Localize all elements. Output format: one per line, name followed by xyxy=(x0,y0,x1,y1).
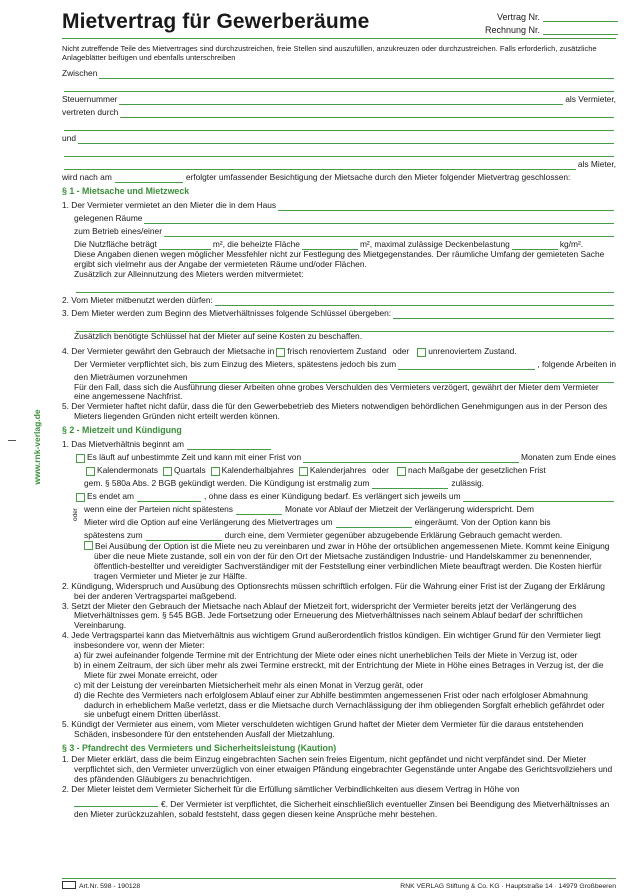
s1-p1-body: Diese Angaben dienen wegen möglicher Messfehler nicht zur Festlegung des Mietgegenstandes. Der räumliche Umfang der gemieteten Sache ergibt sich vielmehr aus der Angabe der vermieteten Räume und/oder Flächen. xyxy=(74,248,605,269)
schluessel-field[interactable] xyxy=(393,309,614,319)
s2-ausueb: Bei Ausübung der Option ist die Miete neu zu vereinbaren und zwar in Höhe der ortsüblichen angemessenen Miete. Kommt keine Einigung über die neue Miete zustande, soll ein von der für den Ort der Mietsache zuständigen Industrie- und Handelskammer zu benennender, öffentlich-bestellter und vereidigter Sachverständiger mit der Feststellung einer verbindlichen Miete beauftragt werden. Die Kosten hierfür tragen Vermieter und Mieter je zur Hälfte. xyxy=(94,541,610,581)
s1-p4-c: , folgende Arbeiten in xyxy=(537,358,616,369)
zwischen-row xyxy=(62,66,616,79)
s1-p3-row xyxy=(62,306,616,319)
s2-p1-row xyxy=(62,437,616,450)
nutz-b: m², die beheizte Fläche xyxy=(212,239,300,249)
checkbox-option-miete[interactable] xyxy=(84,541,93,550)
ende-date-field[interactable] xyxy=(137,493,201,502)
s1-p2-row xyxy=(62,293,616,306)
verlaengerung-field[interactable] xyxy=(463,492,614,502)
s2-gem-row xyxy=(62,476,616,489)
s2-p4b: b) in einem Zeitraum, der sich über mehr als zwei Termine erstreckt, mit der Entrichtung der Miete in Höhe eines Betrages in Verzug ist, der die Miete für zwei Monate erreicht, oder xyxy=(74,659,604,680)
s3-p2-b: €. Der Vermieter ist verpflichtet, die Sicherheit einschließlich eventueller Zinsen bei Beendigung des Mietverhältnisses an den Mieter zurückzuzahlen, sobald feststeht, dass gegen diesen keine Ansprüche mehr bestehen. xyxy=(74,798,610,819)
mieter-field[interactable] xyxy=(78,134,614,144)
rechnung-nr-label: Rechnung Nr. xyxy=(484,25,540,35)
s2-endet-d: Monate vor Ablauf der Mietzeit der Verlängerung widerspricht. Dem xyxy=(284,504,535,515)
steuernummer-label: Steuernummer xyxy=(62,94,118,105)
s1-p1-text: 1. Der Vermieter vermietet an den Mieter die in dem Haus xyxy=(62,200,277,210)
vertreten-field-2[interactable] xyxy=(64,121,614,131)
s2-p5: 5. Kündigt der Vermieter aus einem, vom Mieter verschuldeten wichtigen Grund haftet der Mieter dem Vermieter für die daraus entstehenden Schäden, insbesondere für den entstehenden Ausfall der Mietzahlung. xyxy=(62,719,584,740)
s2-gem-b: zulässig. xyxy=(451,478,484,489)
s2-p3: 3. Setzt der Mieter den Gebrauch der Mietsache nach Ablauf der Mietzeit fort, widerspricht der Vermieter bereits jetzt der Verlängerung des Mietverhältnisses gem. § 545 BGB. Jede Fortsetzung oder Erneuerung des Mietverhältnisses nach seinem Ablauf bedarf der schriftlichen Vereinbarung. xyxy=(62,600,583,631)
s3-p1: 1. Der Mieter erklärt, dass die beim Einzug eingebrachten Sachen sein freies Eigentum, nicht gepfändet und nicht verpfändet sind. Der Mieter verpflichtet sich, den Vermieter unverzüglich von einer etwaigen Pfändung eingebrachter Gegenstände unter Angabe des Gerichtsvollziehers und des pfändenden Gläubigers zu benachrichtigen. xyxy=(62,754,613,784)
steuernummer-field[interactable] xyxy=(119,95,563,105)
s1-p4-row xyxy=(62,344,616,357)
beginn-date-field[interactable] xyxy=(187,441,271,450)
zwischen-field[interactable] xyxy=(99,69,614,79)
betrieb-field[interactable] xyxy=(164,227,614,237)
checkbox-frisch[interactable] xyxy=(276,348,285,357)
checkbox-unrenoviert[interactable] xyxy=(417,348,426,357)
checkbox-kalendermonat[interactable] xyxy=(86,467,95,476)
s1-p4-b-row xyxy=(62,357,616,370)
steuernummer-row xyxy=(62,92,616,105)
haus-field[interactable] xyxy=(278,201,614,211)
opt-mass: nach Maßgabe der gesetzlichen Frist xyxy=(407,465,546,476)
s2-p4c: c) mit der Leistung der vereinbarten Mietsicherheit mehr als einen Monat in Verzug gerät, oder xyxy=(74,679,424,690)
footer-verlag: RNK VERLAG Stiftung & Co. KG · Hauptstraße 14 · 14979 Großbeeren xyxy=(400,883,616,890)
mitvermietet-field[interactable] xyxy=(76,283,614,293)
license-icon xyxy=(62,881,76,889)
s1-p1-row xyxy=(62,198,616,211)
checkbox-quartal[interactable] xyxy=(163,467,172,476)
s2-endet-e: Mieter wird die Option auf eine Verlängerung des Mietvertrages um xyxy=(84,517,333,528)
vertical-oder xyxy=(72,503,86,527)
s1-p4-unren: unrenoviertem Zustand. xyxy=(428,345,517,356)
s2-unb-a: Es läuft auf unbestimmte Zeit und kann mit einer Frist von xyxy=(87,452,302,463)
s1-p3-extra: Zusätzlich benötigte Schlüssel hat der Mieter auf seine Kosten zu beschaffen. xyxy=(74,330,363,341)
section-3-heading: § 3 - Pfandrecht des Vermieters und Sicherheitsleistung (Kaution) xyxy=(62,743,337,754)
blank-row xyxy=(62,319,616,332)
und-label: und xyxy=(62,133,76,144)
s2-endet-a: Es endet am xyxy=(87,491,135,502)
s1-p4-d: den Mieträumen vorzunehmen xyxy=(74,371,188,382)
s1-p2-text: 2. Vom Mieter mitbenutzt werden dürfen: xyxy=(62,294,213,305)
checkbox-halbjahr[interactable] xyxy=(211,467,220,476)
frist-field[interactable] xyxy=(303,453,519,463)
s2-p1-text: 1. Das Mietverhältnis beginnt am xyxy=(62,439,184,450)
checkbox-kalenderjahr[interactable] xyxy=(299,467,308,476)
als-vermieter-label: als Vermieter, xyxy=(565,94,616,105)
vertical-oder-text: oder xyxy=(72,507,80,522)
mitbenutzt-field[interactable] xyxy=(215,296,614,306)
vertreten-row xyxy=(62,105,616,118)
vertrag-nr-row xyxy=(468,9,618,22)
header-fields xyxy=(468,9,618,35)
vertreten-field[interactable] xyxy=(120,108,614,118)
s1-gelegen-text: gelegenen Räume xyxy=(74,213,143,223)
contract-body xyxy=(62,44,616,820)
mieter-field-3[interactable] xyxy=(64,160,576,170)
s1-p3-text: 3. Dem Mieter werden zum Beginn des Mietverhältnisses folgende Schlüssel übergeben: xyxy=(62,307,392,318)
checkbox-unbestimmt[interactable] xyxy=(76,454,85,463)
wird-nach-label: wird nach am xyxy=(62,172,112,183)
rechnung-nr-row xyxy=(468,22,618,35)
s2-p2: 2. Kündigung, Widerspruch und Ausübung des Optionsrechts müssen schriftlich erfolgen. Für die Wahrung einer Frist ist der Zugang der Erklärung bei der anderen Vertragspartei maßgebend. xyxy=(62,580,605,601)
vertreten-label: vertreten durch xyxy=(62,107,119,118)
s1-p4-b: Der Vermieter verpflichtet sich, bis zum Einzug des Mieters, spätestens jedoch bis zum xyxy=(74,358,397,369)
s2-p4: 4. Jede Vertragspartei kann das Mietverhältnis aus wichtigem Grund außerordentlich fristlos kündigen. Ein wichtiger Grund für den Vermieter liegt insbesondere vor, wenn der Mieter: xyxy=(62,630,601,651)
s2-p4a: a) für zwei aufeinander folgende Termine mit der Entrichtung der Miete oder eines nicht unerheblichen Teils der Miete in Verzug ist, oder xyxy=(74,650,578,661)
section-2-heading: § 2 - Mietzeit und Kündigung xyxy=(62,425,182,436)
s3-p2-b-row xyxy=(62,798,616,820)
s1-p4-oder: oder xyxy=(392,345,410,356)
besichtigung-date-field[interactable] xyxy=(115,174,183,183)
checkbox-gesetzlich[interactable] xyxy=(397,467,406,476)
vertrag-nr-field[interactable] xyxy=(543,12,618,22)
s2-gem-a: gem. § 580a Abs. 2 BGB gekündigt werden. Die Kündigung ist erstmalig zum xyxy=(84,478,370,489)
opt-monat: Kalendermonats xyxy=(97,465,158,476)
nutz-a: Die Nutzfläche beträgt xyxy=(74,239,157,249)
raeume-field[interactable] xyxy=(144,214,614,224)
s2-endet-h: durch eine, dem Vermieter gegenüber abzugebende Erklärung Gebrauch gemacht werden. xyxy=(224,530,563,541)
s2-ausueb-row xyxy=(62,541,616,582)
vermieter-field[interactable] xyxy=(64,82,614,92)
s1-p4-frisch: frisch renoviertem Zustand xyxy=(287,345,387,356)
als-mieter-row xyxy=(62,157,616,170)
s3-p2: 2. Der Mieter leistet dem Vermieter Sicherheit für die Erfüllung sämtlicher Verbindlichkeiten aus diesem Vertrag in Höhe von xyxy=(62,783,520,794)
fold-mark xyxy=(8,440,16,441)
s2-p4d: d) die Rechte des Vermieters nach erfolglosem Ablauf einer zur Abhilfe bestimmten angemessenen Frist oder nach erfolgloser Abmahnung dadurch in erheblichem Maße verletzt, dass er die Mietsache durch Vernachlässigung der ihm obliegenden Sorgfalt erheblich gefährdet oder sie unbefugt einem Dritten überlässt. xyxy=(74,689,605,720)
opt-jahr: Kalenderjahres xyxy=(309,465,367,476)
intro-note: Nicht zutreffende Teile des Mietvertrages sind durchzustreichen, freie Stellen sind auszufüllen, anzukreuzen oder durchzustreichen. Falls erforderlich, zusätzliche Anlageblätter beifügen und ebenfalls unterschreiben xyxy=(62,44,597,62)
rechnung-nr-field[interactable] xyxy=(543,25,618,35)
wird-nach-row xyxy=(62,170,616,183)
s2-endet-c: wenn eine der Parteien nicht spätestens xyxy=(84,504,233,515)
sidebar-url xyxy=(30,406,42,492)
und-row xyxy=(62,131,616,144)
page-title: Mietvertrag für Gewerberäume xyxy=(62,10,370,33)
s1-nutzflaeche-row xyxy=(62,237,616,250)
s1-betrieb-row xyxy=(62,224,616,237)
nutz-c: m², maximal zulässige Deckenbelastung xyxy=(359,239,510,249)
sidebar-url-text: www.rnk-verlag.de xyxy=(32,409,42,485)
s2-endet-c-row xyxy=(62,502,616,515)
s2-endet-g: spätestens zum xyxy=(84,530,143,541)
blank-row xyxy=(62,144,616,157)
kaution-field[interactable] xyxy=(74,798,158,807)
footer-artnr xyxy=(62,881,140,890)
s2-unb-b: Monaten zum Ende eines xyxy=(521,452,616,463)
blank-row xyxy=(62,79,616,92)
header-divider xyxy=(62,38,616,39)
footer xyxy=(62,878,616,890)
erstmalig-field[interactable] xyxy=(372,480,448,489)
arbeiten-date-field[interactable] xyxy=(398,360,535,370)
s1-gelegen-row xyxy=(62,211,616,224)
zwischen-label: Zwischen xyxy=(62,68,98,79)
blank-row xyxy=(62,118,616,131)
s1-betrieb-text: zum Betrieb eines/einer xyxy=(74,226,162,236)
s2-endet-f: eingeräumt. Von der Option kann bis xyxy=(414,517,551,528)
s2-endet-e-row xyxy=(62,515,616,528)
blank-row xyxy=(62,280,616,293)
opt-halb: Kalenderhalbjahres xyxy=(221,465,294,476)
mieter-field-2[interactable] xyxy=(64,147,614,157)
s2-endet-row xyxy=(62,489,616,502)
s2-endet-b: , ohne dass es einer Kündigung bedarf. Es verlängert sich jeweils um xyxy=(204,491,461,502)
s1-p5: 5. Der Vermieter haftet nicht dafür, dass die für den Gewerbebetrieb des Mieters notwendigen behördlichen Genehmigungen aus in der Person des Mieters liegenden Gründen nicht erteilt werden können. xyxy=(62,401,608,422)
option-date-field[interactable] xyxy=(146,532,222,541)
nutz-d: kg/m². xyxy=(559,239,584,249)
footer-artnr-text: Art.Nr. 598 - 190128 xyxy=(79,883,141,890)
opt-oder: oder xyxy=(372,465,389,476)
s1-p4-e: Für den Fall, dass sich die Ausführung dieser Arbeiten ohne grobes Verschulden des Vermieters verzögert, gewährt der Mieter dem Vermieter eine angemessene Nachfrist. xyxy=(74,381,599,402)
s1-p4-d-row xyxy=(62,370,616,383)
s1-p4-a: 4. Der Vermieter gewährt den Gebrauch der Mietsache in xyxy=(62,345,275,356)
als-mieter-label: als Mieter, xyxy=(577,159,616,170)
option-dauer-field[interactable] xyxy=(336,519,412,528)
s2-endet-g-row xyxy=(62,528,616,541)
widerspruch-monate-field[interactable] xyxy=(236,506,282,515)
s1-allein: Zusätzlich zur Alleinnutzung des Mieters werden mitvermietet: xyxy=(74,268,304,279)
s2-options-row xyxy=(62,463,616,476)
checkbox-endet[interactable] xyxy=(76,493,85,502)
section-1-heading: § 1 - Mietsache und Mietzweck xyxy=(62,186,190,196)
opt-quartal: Quartals xyxy=(174,465,206,476)
vertrag-nr-label: Vertrag Nr. xyxy=(496,12,540,22)
s2-unbestimmt-row xyxy=(62,450,616,463)
wird-nach-rest: erfolgter umfassender Besichtigung der Mietsache durch den Mieter folgender Mietvertrag geschlossen: xyxy=(185,172,571,183)
